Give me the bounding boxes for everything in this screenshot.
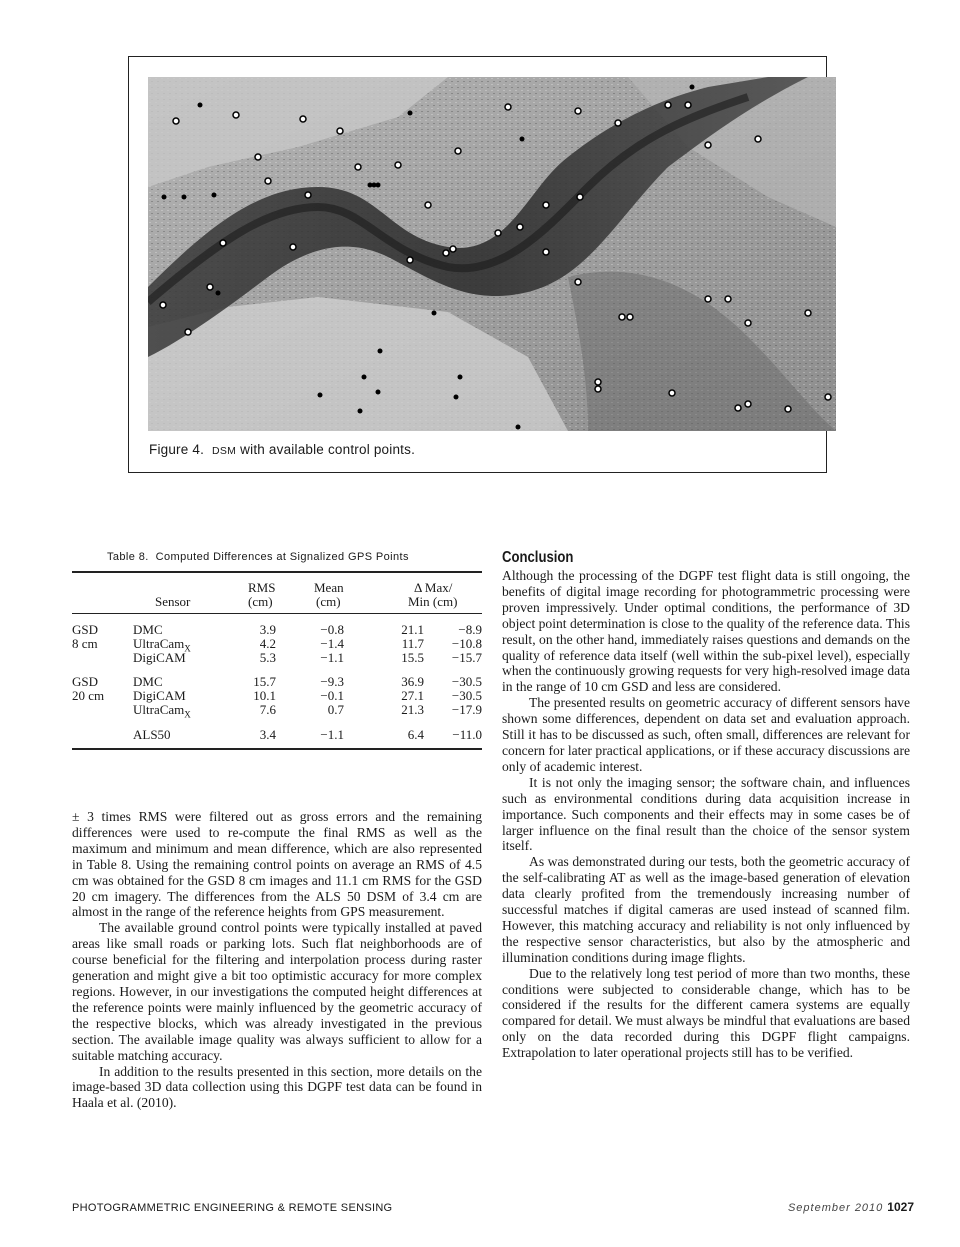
header-rms-unit: (cm): [248, 594, 273, 609]
sensor-cell: [133, 702, 191, 723]
paragraph: The presented results on geometric accuracy of different sensors have shown some differences, dependent on data set and evaluation approach. Still it has to be discussed as such, often small, differences are relevant for concern for later practical applications, or if these accuracy discussions are only of academic interest.: [502, 695, 910, 774]
group-label: 8 cm: [72, 636, 98, 651]
mean-cell: 0.7: [327, 702, 344, 717]
rms-cell: 3.4: [259, 727, 276, 742]
sensor-cell: ALS50: [133, 727, 171, 742]
figure-caption: [149, 442, 415, 457]
sensor-cell: DigiCAM: [133, 688, 186, 703]
table-label: Table 8.: [107, 551, 149, 563]
figure-label: Figure 4.: [149, 442, 205, 457]
paragraph: It is not only the imaging sensor; the software chain, and influences such as environmental conditions during data acquisition increase in importance. Such components and their effects may in some cases be of larger influence on the final result than the choice of the sensor system itself.: [502, 774, 910, 854]
group-label: 20 cm: [72, 688, 105, 703]
max-cell: 21.1: [401, 622, 424, 637]
paragraph: As was demonstrated during our tests, both the geometric accuracy of the self-calibrating AT as well as the image-based generation of elevation data clearly profited from the tremendously increasing number of successful matches if digital cameras are used instead of scanned film. However, this matching accuracy and reliability is not only influenced by the respective sensor characteristics, but also by the atmospheric and illumination conditions during image flights.: [502, 854, 910, 965]
footer-date: September 2010: [787, 1202, 884, 1214]
table-title-text: Computed Differences at Signalized GPS Points: [155, 551, 409, 563]
paragraph: ± 3 times RMS were filtered out as gross errors and the remaining differences were used to re-compute the final RMS as well as the maximum and minimum and mean difference, which are also represented in Table 8. Using the remaining control points on average an RMS of 4.5 cm was obtained for the GSD 8 cm images and 11.1 cm RMS for the GSD 20 cm imagery. The differences from the ALS 50 DSM of 3.4 cm are almost in the range of the reference heights from GPS measurement.: [72, 809, 482, 920]
paragraph: The available ground control points were typically installed at paved areas like small roads or parking lots. Such flat neighborhoods are of course beneficial for the filtering and interpolation process during raster generation and might give a bit too optimistic accuracy for more complex regions. However, in our investigations the computed height differences at the reference points were mainly influenced by the geometric accuracy of the respective blocks, which was already investigated in the previous section. The available image quality was always sufficient to allow for a suitable matching accuracy.: [72, 920, 482, 1063]
mean-cell: −0.8: [320, 622, 344, 637]
sensor-name: UltraCam: [133, 636, 185, 651]
min-cell: −15.7: [451, 650, 482, 665]
max-cell: 6.4: [407, 727, 424, 742]
sensor-name: UltraCam: [133, 702, 185, 717]
max-cell: 27.1: [401, 688, 424, 703]
mean-cell: −1.4: [320, 636, 344, 651]
mean-cell: −1.1: [320, 650, 344, 665]
figure-caption-abbr: DSM: [211, 445, 237, 457]
table-title: [107, 551, 409, 563]
min-cell: −8.9: [458, 622, 482, 637]
sensor-cell: DigiCAM: [133, 650, 186, 665]
table-top-rule: [72, 571, 482, 573]
table-header-rule: [72, 613, 482, 614]
sensor-cell: DMC: [133, 674, 163, 689]
page-number: 1027: [887, 1200, 914, 1214]
min-cell: −17.9: [451, 702, 482, 717]
rms-cell: 7.6: [259, 702, 276, 717]
rms-cell: 10.1: [253, 688, 276, 703]
group-label: GSD: [72, 674, 99, 689]
min-cell: −10.8: [451, 636, 482, 651]
sensor-subscript: X: [184, 643, 191, 654]
max-cell: 36.9: [401, 674, 424, 689]
min-cell: −30.5: [451, 688, 482, 703]
header-mean-unit: (cm): [316, 594, 341, 609]
mean-cell: −0.1: [320, 688, 344, 703]
footer-journal-name: PHOTOGRAMMETRIC ENGINEERING & REMOTE SENSING: [72, 1202, 393, 1214]
rms-cell: 3.9: [259, 622, 276, 637]
sensor-cell: DMC: [133, 622, 163, 637]
min-cell: −11.0: [452, 727, 482, 742]
table-bottom-rule: [72, 748, 482, 750]
dsm-figure-image: [148, 77, 836, 431]
right-column: [502, 568, 910, 1061]
min-cell: −30.5: [451, 674, 482, 689]
paragraph: Due to the relatively long test period of more than two months, these conditions were subjected to considerable change, which has to be considered if the results for the different camera systems are equally compared for detail. We must always be mindful that evaluations are based only on the data recorded during this DGPF flight campaigns. Extrapolation to later operational projects still has to be verified.: [502, 965, 910, 1061]
paragraph: Although the processing of the DGPF test flight data is still ongoing, the benefits of digital image recording for photogrammetric processing were proven impressively. Under optimal conditions, the performance of 3D object point determination is close to the quality of the reference data. This result, on the other hand, immediately raises questions and demands on the quality of reference data itself (well within the sub-pixel level), especially when the continuously growing requests for very high-resolved image data in the range of 10 cm GSD and less are considered.: [502, 568, 910, 695]
rms-cell: 15.7: [253, 674, 276, 689]
footer-page-info: [788, 1200, 914, 1214]
paragraph: In addition to the results presented in this section, more details on the image-based 3D data collection using this DGPF test data can be found in Haala et al. (2010).: [72, 1063, 482, 1111]
max-cell: 21.3: [401, 702, 424, 717]
header-mean: Mean: [314, 580, 344, 595]
header-maxmin-unit: Min (cm): [408, 594, 458, 609]
left-column: [72, 809, 482, 1111]
section-heading-conclusion: Conclusion: [502, 549, 574, 566]
header-sensor: Sensor: [155, 594, 191, 609]
header-rms: RMS: [248, 580, 276, 595]
rms-cell: 5.3: [259, 650, 276, 665]
max-cell: 15.5: [401, 650, 424, 665]
max-cell: 11.7: [401, 636, 424, 651]
header-maxmin: Δ Max/: [414, 580, 453, 595]
mean-cell: −9.3: [320, 674, 344, 689]
sensor-subscript: X: [184, 709, 191, 720]
group-label: GSD: [72, 622, 99, 637]
mean-cell: −1.1: [320, 727, 344, 742]
rms-cell: 4.2: [259, 636, 276, 651]
figure-caption-text: with available control points.: [240, 442, 416, 457]
